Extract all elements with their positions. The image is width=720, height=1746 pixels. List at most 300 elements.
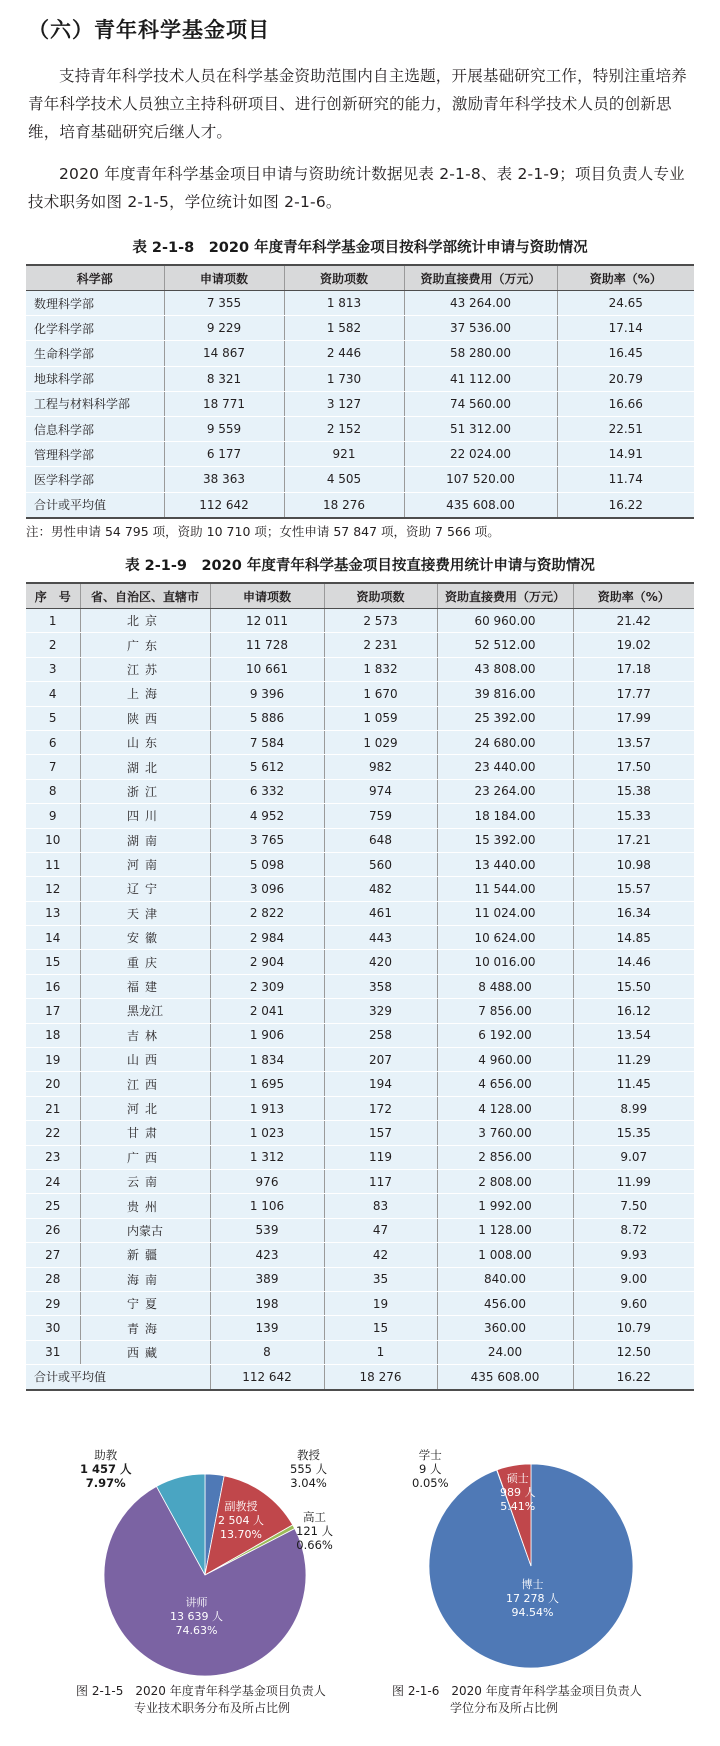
figure-caption-2-1-5 — [76, 1683, 326, 1717]
slice-count: 1 457 人 — [80, 1462, 132, 1476]
table-cell: 13.54 — [573, 1023, 694, 1047]
table-cell: 9.07 — [573, 1145, 694, 1169]
table-cell: 宁夏 — [80, 1291, 210, 1315]
slice-percent: 74.63% — [175, 1624, 218, 1637]
table-cell: 河北 — [80, 1096, 210, 1120]
table-cell: 10 016.00 — [437, 950, 573, 974]
table-cell: 9 559 — [164, 416, 284, 441]
table-cell: 16 — [26, 974, 80, 998]
table-cell: 信息科学部 — [26, 416, 164, 441]
table-cell: 14 — [26, 926, 80, 950]
table-cell: 456.00 — [437, 1291, 573, 1315]
table-cell: 119 — [324, 1145, 437, 1169]
table-cell: 18 184.00 — [437, 804, 573, 828]
table-row — [26, 391, 694, 416]
table-cell: 17.21 — [573, 828, 694, 852]
table-row — [26, 467, 694, 492]
table-cell: 58 280.00 — [404, 341, 557, 366]
table-cell: 11 024.00 — [437, 901, 573, 925]
col-header: 资助项数 — [324, 583, 437, 609]
table-cell: 11.74 — [557, 467, 694, 492]
table-cell: 1 312 — [210, 1145, 324, 1169]
table-cell: 47 — [324, 1218, 437, 1242]
table-cell: 17.99 — [573, 706, 694, 730]
table-row — [26, 755, 694, 779]
table-cell: 7 584 — [210, 730, 324, 754]
slice-percent: 7.97% — [85, 1476, 126, 1490]
table-cell: 74 560.00 — [404, 391, 557, 416]
table-cell: 16.22 — [573, 1365, 694, 1390]
table-cell: 3 — [26, 657, 80, 681]
table-header-row — [26, 583, 694, 609]
table-cell: 22 024.00 — [404, 442, 557, 467]
table-cell: 17.50 — [573, 755, 694, 779]
table-cell: 2 904 — [210, 950, 324, 974]
table-cell: 广西 — [80, 1145, 210, 1169]
table-cell: 16.34 — [573, 901, 694, 925]
table-cell: 18 276 — [324, 1365, 437, 1390]
table-cell: 539 — [210, 1218, 324, 1242]
table-row — [26, 1218, 694, 1242]
pie1-label-assistant — [80, 1448, 132, 1490]
table-cell: 管理科学部 — [26, 442, 164, 467]
slice-count: 121 人 — [296, 1524, 334, 1538]
table-row — [26, 999, 694, 1023]
table-cell: 辽宁 — [80, 877, 210, 901]
table-cell: 15.57 — [573, 877, 694, 901]
table-cell: 759 — [324, 804, 437, 828]
slice-name: 博士 — [521, 1578, 544, 1591]
pie1-label-lecturer — [170, 1596, 223, 1638]
table-row — [26, 730, 694, 754]
table-cell: 1 695 — [210, 1072, 324, 1096]
table-cell: 14.85 — [573, 926, 694, 950]
table-cell: 25 — [26, 1194, 80, 1218]
table-cell: 云南 — [80, 1169, 210, 1193]
col-header: 资助率（%） — [557, 265, 694, 291]
pie-chart-title-distribution — [100, 1470, 310, 1680]
table-cell: 1 832 — [324, 657, 437, 681]
table-cell: 30 — [26, 1316, 80, 1340]
table-cell: 2 984 — [210, 926, 324, 950]
slice-percent: 0.66% — [296, 1538, 333, 1552]
table-total-row — [26, 1365, 694, 1390]
table-cell: 21.42 — [573, 609, 694, 633]
table-row — [26, 609, 694, 633]
table-cell: 24 680.00 — [437, 730, 573, 754]
table-cell: 20.79 — [557, 366, 694, 391]
table-cell: 6 332 — [210, 779, 324, 803]
table-cell: 5 — [26, 706, 80, 730]
table-cell: 1 670 — [324, 682, 437, 706]
table-cell: 1 582 — [284, 316, 404, 341]
table-cell: 2 446 — [284, 341, 404, 366]
table-cell: 329 — [324, 999, 437, 1023]
figure-caption-2-1-6 — [392, 1683, 642, 1717]
table-cell: 13.57 — [573, 730, 694, 754]
slice-name: 助教 — [94, 1448, 118, 1462]
slice-percent: 94.54% — [511, 1606, 554, 1619]
table-cell: 15.38 — [573, 779, 694, 803]
table-cell: 地球科学部 — [26, 366, 164, 391]
table-by-department — [26, 264, 694, 519]
table-cell: 24.00 — [437, 1340, 573, 1364]
table-cell: 39 816.00 — [437, 682, 573, 706]
table-cell: 1 008.00 — [437, 1243, 573, 1267]
table-cell: 2 231 — [324, 633, 437, 657]
table-cell: 8.99 — [573, 1096, 694, 1120]
table-cell: 14 867 — [164, 341, 284, 366]
slice-name: 学士 — [418, 1448, 442, 1462]
table-cell: 19 — [26, 1048, 80, 1072]
table-cell: 5 098 — [210, 852, 324, 876]
slice-count: 17 278 人 — [506, 1592, 559, 1605]
table-cell: 461 — [324, 901, 437, 925]
table-cell: 11.45 — [573, 1072, 694, 1096]
table-row — [26, 316, 694, 341]
table-cell: 甘肃 — [80, 1121, 210, 1145]
table-cell: 18 771 — [164, 391, 284, 416]
table-row — [26, 828, 694, 852]
table-cell: 43 808.00 — [437, 657, 573, 681]
table-cell: 2 856.00 — [437, 1145, 573, 1169]
table-cell: 23 264.00 — [437, 779, 573, 803]
table-cell: 23 — [26, 1145, 80, 1169]
table-cell: 15 — [324, 1316, 437, 1340]
table-cell: 648 — [324, 828, 437, 852]
table-cell: 443 — [324, 926, 437, 950]
table-cell: 482 — [324, 877, 437, 901]
table-cell: 207 — [324, 1048, 437, 1072]
pie2-label-doctor — [506, 1578, 559, 1620]
table-cell: 16.12 — [573, 999, 694, 1023]
table-row — [26, 1194, 694, 1218]
table-cell: 15 — [26, 950, 80, 974]
table-cell: 6 — [26, 730, 80, 754]
table-by-province — [26, 582, 694, 1391]
col-header: 科学部 — [26, 265, 164, 291]
table-cell: 上海 — [80, 682, 210, 706]
table-cell: 52 512.00 — [437, 633, 573, 657]
table-cell: 12 — [26, 877, 80, 901]
table-cell: 湖北 — [80, 755, 210, 779]
table-cell: 10 661 — [210, 657, 324, 681]
table-cell: 389 — [210, 1267, 324, 1291]
table-cell: 9.60 — [573, 1291, 694, 1315]
table-cell: 840.00 — [437, 1267, 573, 1291]
table-cell: 9 396 — [210, 682, 324, 706]
table-row — [26, 1340, 694, 1364]
table-cell: 6 192.00 — [437, 1023, 573, 1047]
table-cell: 河南 — [80, 852, 210, 876]
table-cell: 4 — [26, 682, 80, 706]
caption-line: 学位分布及所占比例 — [450, 1701, 559, 1715]
table-cell: 3 127 — [284, 391, 404, 416]
table-cell: 10.98 — [573, 852, 694, 876]
table-row — [26, 1096, 694, 1120]
table-cell: 12.50 — [573, 1340, 694, 1364]
col-header: 申请项数 — [164, 265, 284, 291]
table-cell: 3 765 — [210, 828, 324, 852]
table-cell: 41 112.00 — [404, 366, 557, 391]
table-cell: 24.65 — [557, 291, 694, 316]
table-cell: 10.79 — [573, 1316, 694, 1340]
table-cell: 福建 — [80, 974, 210, 998]
table-cell: 2 309 — [210, 974, 324, 998]
table1-note: 注：男性申请 54 795 项，资助 10 710 项；女性申请 57 847 项，资助 7 566 项。 — [26, 524, 500, 539]
table-cell: 合计或平均值 — [26, 1365, 210, 1390]
table-cell: 42 — [324, 1243, 437, 1267]
slice-count: 2 504 人 — [218, 1514, 264, 1527]
table-cell: 8 488.00 — [437, 974, 573, 998]
table1-caption: 表 2-1-8 2020 年度青年科学基金项目按科学部统计申请与资助情况 — [132, 240, 588, 256]
table-cell: 西藏 — [80, 1340, 210, 1364]
table-cell: 7.50 — [573, 1194, 694, 1218]
table-cell: 22 — [26, 1121, 80, 1145]
slice-name: 副教授 — [224, 1500, 258, 1513]
table-cell: 11.29 — [573, 1048, 694, 1072]
table-cell: 974 — [324, 779, 437, 803]
table-cell: 14.91 — [557, 442, 694, 467]
table-cell: 1 813 — [284, 291, 404, 316]
table-cell: 19.02 — [573, 633, 694, 657]
table-cell: 8 — [210, 1340, 324, 1364]
table-row — [26, 442, 694, 467]
table-cell: 1 906 — [210, 1023, 324, 1047]
table-cell: 5 612 — [210, 755, 324, 779]
table-cell: 安徽 — [80, 926, 210, 950]
table-cell: 37 536.00 — [404, 316, 557, 341]
table-row — [26, 1316, 694, 1340]
table-cell: 化学科学部 — [26, 316, 164, 341]
table-cell: 18 276 — [284, 492, 404, 518]
table-row — [26, 492, 694, 518]
table-cell: 43 264.00 — [404, 291, 557, 316]
table-cell: 11 544.00 — [437, 877, 573, 901]
table-row — [26, 1145, 694, 1169]
pie1-label-associate-professor — [218, 1500, 264, 1542]
table-cell: 15.33 — [573, 804, 694, 828]
table-cell: 8 — [26, 779, 80, 803]
table-cell: 3 760.00 — [437, 1121, 573, 1145]
table-cell: 258 — [324, 1023, 437, 1047]
table-cell: 青海 — [80, 1316, 210, 1340]
intro-paragraph: 支持青年科学技术人员在科学基金资助范围内自主选题，开展基础研究工作，特别注重培养青年科学技术人员独立主持科研项目、进行创新研究的能力，激励青年科学技术人员的创新思维，培育基础研究后继人才。 — [28, 67, 688, 141]
table-cell: 山西 — [80, 1048, 210, 1072]
table-row — [26, 1023, 694, 1047]
table-cell: 9.93 — [573, 1243, 694, 1267]
table-row — [26, 1048, 694, 1072]
table2-caption: 表 2-1-9 2020 年度青年科学基金项目按直接费用统计申请与资助情况 — [125, 558, 595, 574]
table-cell: 工程与材料科学部 — [26, 391, 164, 416]
table-cell: 420 — [324, 950, 437, 974]
table-cell: 4 952 — [210, 804, 324, 828]
table-cell: 13 440.00 — [437, 852, 573, 876]
slice-count: 13 639 人 — [170, 1610, 223, 1623]
table-row — [26, 1243, 694, 1267]
table-row — [26, 291, 694, 316]
table-cell: 435 608.00 — [437, 1365, 573, 1390]
table-cell: 15 392.00 — [437, 828, 573, 852]
table-cell: 江西 — [80, 1072, 210, 1096]
table-cell: 15.50 — [573, 974, 694, 998]
stats-paragraph: 2020 年度青年科学基金项目申请与资助统计数据见表 2-1-8、表 2-1-9；项目负责人专业技术职务如图 2-1-5，学位统计如图 2-1-6。 — [28, 165, 685, 211]
slice-count: 989 人 — [500, 1486, 536, 1499]
table-cell: 26 — [26, 1218, 80, 1242]
col-header: 资助直接费用（万元） — [437, 583, 573, 609]
table-row — [26, 901, 694, 925]
slice-name: 教授 — [297, 1448, 321, 1462]
table-header-row — [26, 265, 694, 291]
col-header: 申请项数 — [210, 583, 324, 609]
pie1-label-senior-engineer — [296, 1510, 333, 1552]
table-row — [26, 779, 694, 803]
table-cell: 内蒙古 — [80, 1218, 210, 1242]
table-cell: 8 321 — [164, 366, 284, 391]
table-cell: 435 608.00 — [404, 492, 557, 518]
table-row — [26, 1291, 694, 1315]
table-cell: 31 — [26, 1340, 80, 1364]
table-cell: 9 229 — [164, 316, 284, 341]
table-cell: 112 642 — [210, 1365, 324, 1390]
table-cell: 11 — [26, 852, 80, 876]
table-cell: 35 — [324, 1267, 437, 1291]
table-row — [26, 416, 694, 441]
pie2-label-master — [500, 1472, 536, 1514]
table-cell: 24 — [26, 1169, 80, 1193]
table-row — [26, 950, 694, 974]
table-cell: 11.99 — [573, 1169, 694, 1193]
table-cell: 2 152 — [284, 416, 404, 441]
table-cell: 16.66 — [557, 391, 694, 416]
table-cell: 11 728 — [210, 633, 324, 657]
table-cell: 8.72 — [573, 1218, 694, 1242]
table-cell: 20 — [26, 1072, 80, 1096]
table-cell: 172 — [324, 1096, 437, 1120]
table-cell: 14.46 — [573, 950, 694, 974]
table-cell: 1 992.00 — [437, 1194, 573, 1218]
table-cell: 1 — [26, 609, 80, 633]
table-cell: 1 023 — [210, 1121, 324, 1145]
table-cell: 21 — [26, 1096, 80, 1120]
table-row — [26, 682, 694, 706]
table-row — [26, 852, 694, 876]
table-cell: 12 011 — [210, 609, 324, 633]
table-cell: 360.00 — [437, 1316, 573, 1340]
table-cell: 7 — [26, 755, 80, 779]
table-cell: 9.00 — [573, 1267, 694, 1291]
table-cell: 4 960.00 — [437, 1048, 573, 1072]
table-cell: 107 520.00 — [404, 467, 557, 492]
table-row — [26, 804, 694, 828]
table-cell: 1 128.00 — [437, 1218, 573, 1242]
table-cell: 浙江 — [80, 779, 210, 803]
table-cell: 13 — [26, 901, 80, 925]
table-cell: 10 — [26, 828, 80, 852]
table-cell: 16.45 — [557, 341, 694, 366]
slice-name: 硕士 — [506, 1472, 529, 1485]
table-cell: 423 — [210, 1243, 324, 1267]
table-cell: 51 312.00 — [404, 416, 557, 441]
table-cell: 江苏 — [80, 657, 210, 681]
table-row — [26, 366, 694, 391]
table-cell: 139 — [210, 1316, 324, 1340]
slice-name: 高工 — [303, 1510, 327, 1524]
table-cell: 广东 — [80, 633, 210, 657]
table-cell: 重庆 — [80, 950, 210, 974]
table-cell: 1 059 — [324, 706, 437, 730]
table-cell: 976 — [210, 1169, 324, 1193]
table-cell: 2 — [26, 633, 80, 657]
table-cell: 4 505 — [284, 467, 404, 492]
table-cell: 吉林 — [80, 1023, 210, 1047]
slice-percent: 0.05% — [412, 1476, 449, 1490]
table-row — [26, 341, 694, 366]
table-cell: 358 — [324, 974, 437, 998]
table-cell: 117 — [324, 1169, 437, 1193]
table-cell: 38 363 — [164, 467, 284, 492]
table-cell: 17.18 — [573, 657, 694, 681]
caption-line: 图 2-1-6 2020 年度青年科学基金项目负责人 — [392, 1684, 642, 1698]
section-title: （六）青年科学基金项目 — [28, 18, 270, 42]
table-cell: 921 — [284, 442, 404, 467]
table-cell: 贵州 — [80, 1194, 210, 1218]
caption-line: 图 2-1-5 2020 年度青年科学基金项目负责人 — [76, 1684, 326, 1698]
table-cell: 4 128.00 — [437, 1096, 573, 1120]
table-cell: 18 — [26, 1023, 80, 1047]
table-cell: 2 808.00 — [437, 1169, 573, 1193]
table-cell: 27 — [26, 1243, 80, 1267]
table-cell: 19 — [324, 1291, 437, 1315]
table-cell: 数理科学部 — [26, 291, 164, 316]
table-cell: 9 — [26, 804, 80, 828]
table-row — [26, 1169, 694, 1193]
table-row — [26, 926, 694, 950]
table-cell: 1 029 — [324, 730, 437, 754]
slice-percent: 3.04% — [290, 1476, 327, 1490]
table-cell: 北京 — [80, 609, 210, 633]
table-cell: 2 573 — [324, 609, 437, 633]
table-cell: 山东 — [80, 730, 210, 754]
table-cell: 7 856.00 — [437, 999, 573, 1023]
slice-count: 9 人 — [419, 1462, 442, 1476]
table-row — [26, 974, 694, 998]
table-row — [26, 706, 694, 730]
caption-line: 专业技术职务分布及所占比例 — [134, 1701, 291, 1715]
table-cell: 四川 — [80, 804, 210, 828]
table-cell: 黑龙江 — [80, 999, 210, 1023]
table-cell: 生命科学部 — [26, 341, 164, 366]
table-cell: 17.77 — [573, 682, 694, 706]
table-row — [26, 1267, 694, 1291]
table-cell: 1 106 — [210, 1194, 324, 1218]
table-cell: 2 822 — [210, 901, 324, 925]
table-cell: 4 656.00 — [437, 1072, 573, 1096]
table-cell: 17 — [26, 999, 80, 1023]
table-cell: 1 913 — [210, 1096, 324, 1120]
table-row — [26, 657, 694, 681]
col-header: 资助项数 — [284, 265, 404, 291]
table-cell: 22.51 — [557, 416, 694, 441]
table-cell: 海南 — [80, 1267, 210, 1291]
table-cell: 合计或平均值 — [26, 492, 164, 518]
table-cell: 陕西 — [80, 706, 210, 730]
table-cell: 6 177 — [164, 442, 284, 467]
table-row — [26, 877, 694, 901]
table-cell: 112 642 — [164, 492, 284, 518]
table-cell: 15.35 — [573, 1121, 694, 1145]
slice-name: 讲师 — [185, 1596, 208, 1609]
